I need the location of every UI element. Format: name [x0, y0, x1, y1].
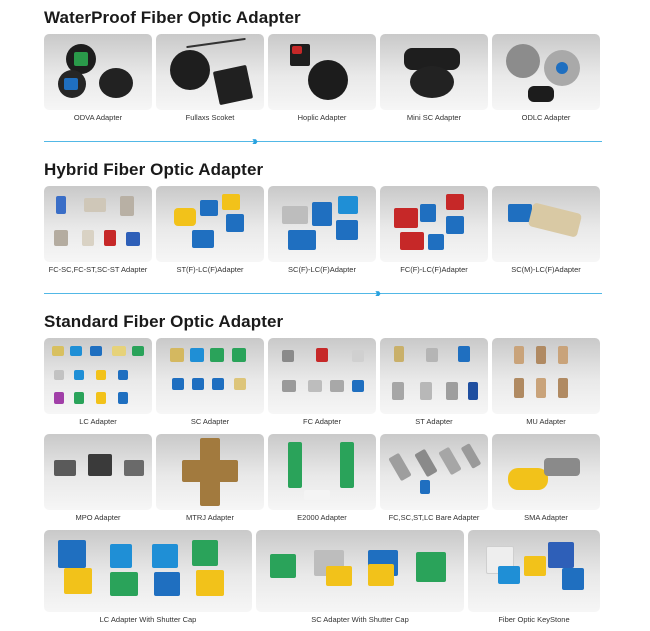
product-card-fc-lc[interactable] — [380, 186, 488, 274]
product-caption-fc-lc: FC(F)-LC(F)Adapter — [400, 265, 468, 274]
product-card-fc[interactable] — [268, 338, 376, 426]
product-card-mini-sc[interactable] — [380, 34, 488, 122]
product-caption-fc: FC Adapter — [303, 417, 341, 426]
product-image-mu — [492, 338, 600, 414]
product-caption-sc-shutter: SC Adapter With Shutter Cap — [311, 615, 409, 624]
product-card-mpo[interactable] — [44, 434, 152, 522]
product-image-mtrj — [156, 434, 264, 510]
section-title-hybrid: Hybrid Fiber Optic Adapter — [44, 160, 264, 179]
product-caption-scm-lc: SC(M)-LC(F)Adapter — [511, 265, 581, 274]
product-card-lc[interactable] — [44, 338, 152, 426]
product-caption-fc-sc-st: FC-SC,FC-ST,SC-ST Adapter — [48, 265, 148, 274]
product-card-odva[interactable] — [44, 34, 152, 122]
product-caption-bare: FC,SC,ST,LC Bare Adapter — [388, 513, 480, 522]
product-image-odlc — [492, 34, 600, 110]
product-image-fc-sc-st — [44, 186, 152, 262]
product-image-e2000 — [268, 434, 376, 510]
standard-row-2 — [44, 434, 600, 522]
product-card-sma[interactable] — [492, 434, 600, 522]
product-caption-sma: SMA Adapter — [524, 513, 568, 522]
double-chevron-right-icon: ››› — [252, 134, 255, 148]
product-card-lc-shutter[interactable] — [44, 530, 252, 624]
section-title-waterproof: WaterProof Fiber Optic Adapter — [44, 8, 301, 27]
standard-row-1 — [44, 338, 600, 426]
product-caption-odlc: ODLC Adapter — [521, 113, 571, 122]
product-image-bare — [380, 434, 488, 510]
product-card-bare[interactable] — [380, 434, 488, 522]
product-card-st[interactable] — [380, 338, 488, 426]
product-caption-mpo: MPO Adapter — [75, 513, 121, 522]
product-card-mtrj[interactable] — [156, 434, 264, 522]
section-title-standard: Standard Fiber Optic Adapter — [44, 312, 284, 331]
product-caption-sc: SC Adapter — [190, 417, 230, 426]
product-image-scm-lc — [492, 186, 600, 262]
product-caption-odva: ODVA Adapter — [73, 113, 123, 122]
product-card-mu[interactable] — [492, 338, 600, 426]
product-card-fullaxs[interactable] — [156, 34, 264, 122]
product-caption-st-lc: ST(F)-LC(F)Adapter — [176, 265, 244, 274]
product-image-sc-lc — [268, 186, 376, 262]
product-image-sc-shutter — [256, 530, 464, 612]
product-image-st-lc — [156, 186, 264, 262]
standard-row-3 — [44, 530, 600, 624]
product-card-fc-sc-st[interactable] — [44, 186, 152, 274]
product-card-sc-shutter[interactable] — [256, 530, 464, 624]
product-caption-lc: LC Adapter — [79, 417, 117, 426]
product-card-hoplic[interactable] — [268, 34, 376, 122]
product-card-e2000[interactable] — [268, 434, 376, 522]
product-caption-sc-lc: SC(F)-LC(F)Adapter — [288, 265, 356, 274]
product-caption-fullaxs: Fullaxs Scoket — [185, 113, 235, 122]
product-caption-mu: MU Adapter — [526, 417, 566, 426]
product-image-odva — [44, 34, 152, 110]
product-caption-st: ST Adapter — [415, 417, 453, 426]
product-image-keystone — [468, 530, 600, 612]
waterproof-row — [44, 34, 600, 122]
product-image-sma — [492, 434, 600, 510]
product-caption-keystone: Fiber Optic KeyStone — [498, 615, 570, 624]
section-divider-2 — [44, 286, 602, 300]
product-image-lc — [44, 338, 152, 414]
product-image-mini-sc — [380, 34, 488, 110]
product-image-sc — [156, 338, 264, 414]
product-image-fc — [268, 338, 376, 414]
product-caption-lc-shutter: LC Adapter With Shutter Cap — [99, 615, 197, 624]
product-caption-e2000: E2000 Adapter — [297, 513, 347, 522]
product-image-lc-shutter — [44, 530, 252, 612]
product-image-mpo — [44, 434, 152, 510]
product-image-fc-lc — [380, 186, 488, 262]
hybrid-row — [44, 186, 600, 274]
product-image-fullaxs — [156, 34, 264, 110]
product-caption-hoplic: Hoplic Adapter — [297, 113, 347, 122]
product-card-odlc[interactable] — [492, 34, 600, 122]
product-card-scm-lc[interactable] — [492, 186, 600, 274]
product-caption-mtrj: MTRJ Adapter — [186, 513, 234, 522]
product-card-st-lc[interactable] — [156, 186, 264, 274]
section-divider-1 — [44, 134, 602, 148]
product-card-keystone[interactable] — [468, 530, 600, 624]
double-chevron-right-icon: ››› — [375, 286, 378, 300]
product-image-hoplic — [268, 34, 376, 110]
product-caption-mini-sc: Mini SC Adapter — [406, 113, 462, 122]
product-image-st — [380, 338, 488, 414]
product-card-sc-lc[interactable] — [268, 186, 376, 274]
product-card-sc[interactable] — [156, 338, 264, 426]
